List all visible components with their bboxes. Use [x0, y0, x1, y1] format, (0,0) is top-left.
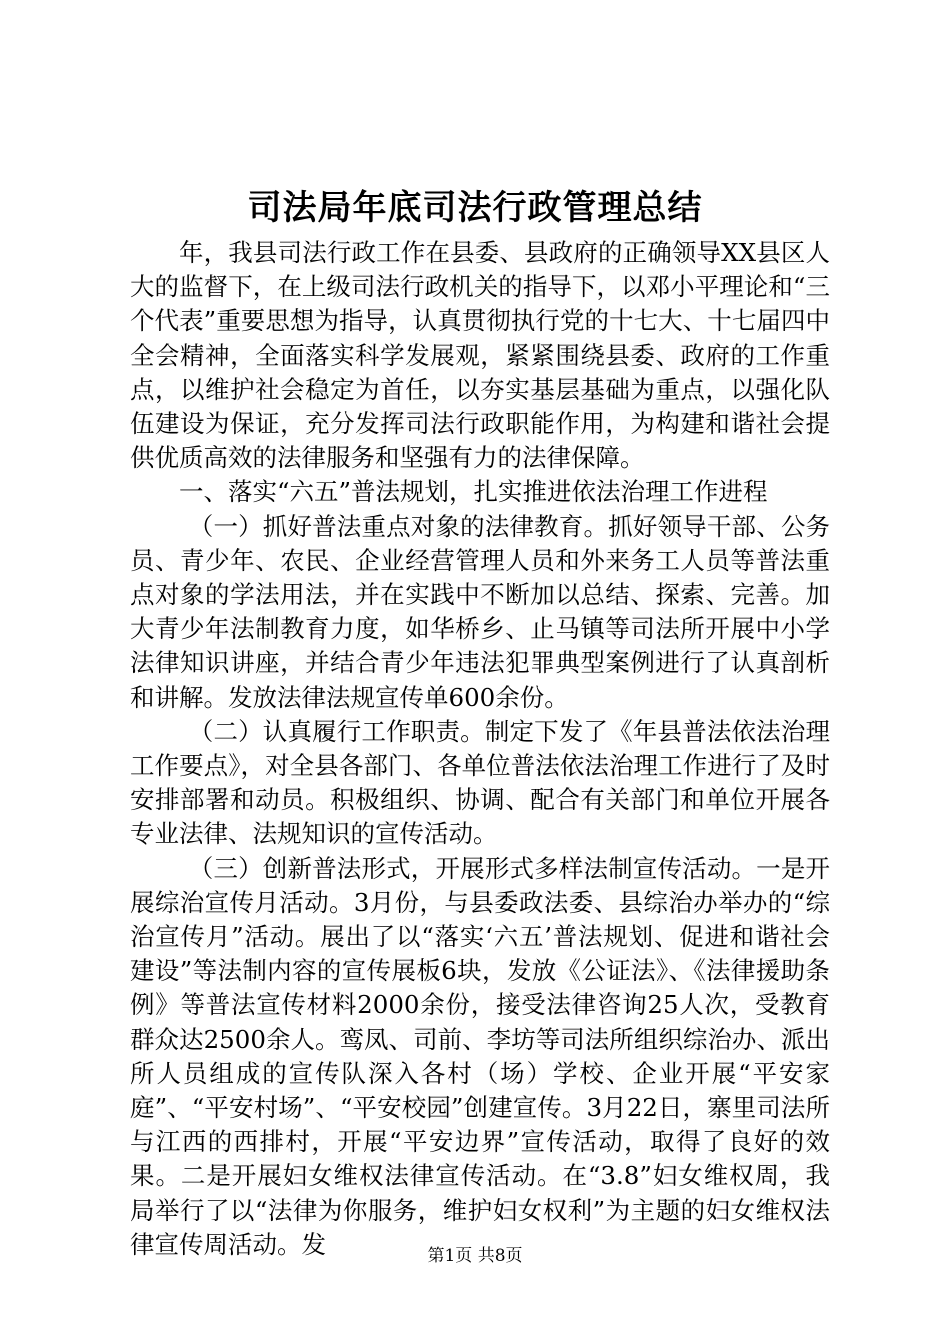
section-heading-1: 一、落实“六五”普法规划，扎实推进依法治理工作进程	[179, 477, 768, 507]
subsection-paragraph-2: （二）认真履行工作职责。制定下发了《年县普法依法治理工作要点》，对全县各部门、各单位普法依法治理工作进行了及时安排部署和动员。积极组织、协调、配合有关部门和单位开展各专业法律、法规知识的宣传活动。	[130, 716, 830, 849]
page-footer: 第1页 共8页	[427, 1246, 523, 1266]
document-body	[130, 236, 830, 1262]
document-title: 司法局年底司法行政管理总结	[247, 188, 703, 228]
intro-paragraph: 年，我县司法行政工作在县委、县政府的正确领导XX县区人大的监督下，在上级司法行政机关的指导下，以邓小平理论和“三个代表”重要思想为指导，认真贯彻执行党的十七大、十七届四中全会精神，全面落实科学发展观，紧紧围绕县委、政府的工作重点，以维护社会稳定为首任，以夯实基层基础为重点，以强化队伍建设为保证，充分发挥司法行政职能作用，为构建和谐社会提供优质高效的法律服务和坚强有力的法律保障。	[130, 238, 830, 473]
subsection-paragraph-1: （一）抓好普法重点对象的法律教育。抓好领导干部、公务员、青少年、农民、企业经营管理人员和外来务工人员等普法重点对象的学法用法，并在实践中不断加以总结、探索、完善。加大青少年法制教育力度，如华桥乡、止马镇等司法所开展中小学法律知识讲座，并结合青少年违法犯罪典型案例进行了认真剖析和讲解。发放法律法规宣传单600余份。	[130, 511, 830, 712]
subsection-paragraph-3: （三）创新普法形式，开展形式多样法制宣传活动。一是开展综治宣传月活动。3月份，与县委政法委、县综治办举办的“综治宣传月”活动。展出了以“落实‘六五’普法规划、促进和谐社会建设”等法制内容的宣传展板6块，发放《公证法》、《法律援助条例》等普法宣传材料2000余份，接受法律咨询25人次，受教育群众达2500余人。鸾凤、司前、李坊等司法所组织综治办、派出所人员组成的宣传队深入各村（场）学校、企业开展“平安家庭”、“平安村场”、“平安校园”创建宣传。3月22日，寨里司法所与江西的西排村，开展“平安边界”宣传活动，取得了良好的效果。二是开展妇女维权法律宣传活动。在“3.8”妇女维权周，我局举行了以“法律为你服务，维护妇女权利”为主题的妇女维权法律宣传周活动。发	[130, 853, 830, 1259]
